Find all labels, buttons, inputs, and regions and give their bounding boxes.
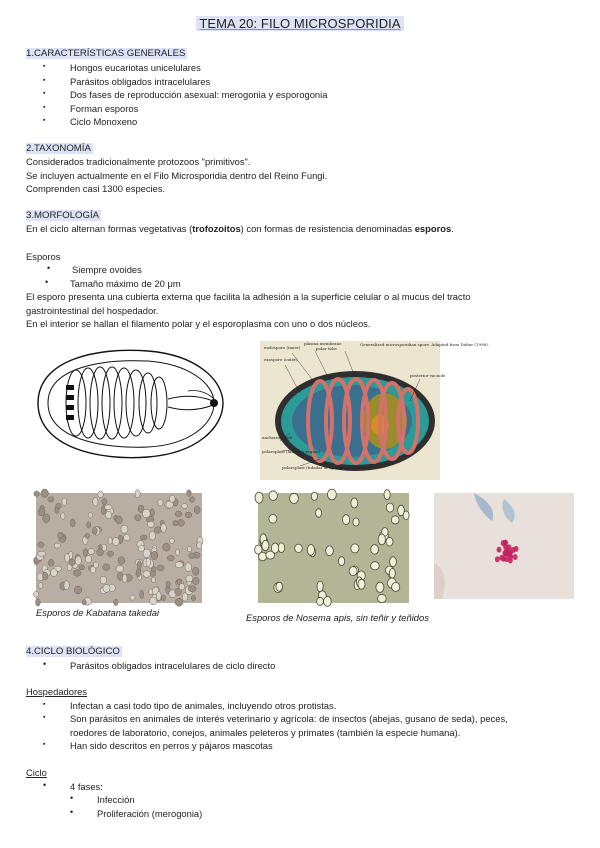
paragraph-line: En el interior se hallan el filamento polar y el esporoplasma con uno o dos núcleos. [26, 318, 371, 329]
paragraph-line: Considerados tradicionalmente protozoos "primitivos". [26, 156, 251, 167]
label-polaroplast-tubular: polaroplast (tubular or sporoplasm portion) [282, 465, 371, 470]
list-item: ▪ Hongos eucariotas unicelulares [70, 62, 201, 73]
label-anchoring-disk: anchoring disk [262, 435, 293, 440]
list-item: ▪ Parásitos obligados intracelulares [70, 76, 210, 87]
list-item: • Siempre ovoides [72, 264, 142, 275]
list-item: ▪ Forman esporos [70, 103, 138, 114]
label-endospore: endospore (inner) [264, 345, 301, 350]
list-item: • 4 fases: [70, 781, 103, 792]
list-item: ▪ Son parásitos en animales de interés veterinario y agrícola: de insectos (abejas, gusano de seda), peces, [70, 713, 508, 724]
hospedadores-label: Hospedadores [26, 686, 87, 697]
label-polar-tube: polar tube [316, 346, 337, 351]
paragraph-line: El esporo presenta una cubierta externa que facilita la adhesión a la superficie celular o al mucus del tracto [26, 291, 471, 302]
label-posterior-vacuole: posterior vacuole [410, 373, 446, 378]
label-title: Generalized microsporidian spore. Adapted from Didier (1998). [360, 342, 489, 347]
micrograph-kabatana [36, 493, 202, 603]
list-item: ▪ Dos fases de reproducción asexual: merogonia y esporogonia [70, 89, 327, 100]
spore-line-drawing [18, 341, 228, 467]
micrograph-nosema-unstained [258, 493, 409, 603]
label-polaroplast-lamellar: polaroplast (lamellar region) [262, 449, 321, 454]
sub-list-item: • Infección [97, 794, 135, 805]
sub-list-item: • Proliferación (merogonia) [97, 808, 202, 819]
list-item: ▪ Han sido descritos en perros y pájaros mascotas [70, 740, 273, 751]
label-exospore: exospore (outer) [264, 357, 298, 362]
caption-nosema: Esporos de Nosema apis, sin teñir y teñidos [246, 612, 429, 623]
heading-caracteristicas: 1.CARACTERÍSTICAS GENERALES [26, 48, 186, 59]
list-item: • Parásitos obligados intracelulares de ciclo directo [70, 660, 275, 671]
label-plasma-membrane: plasma membrane [304, 341, 342, 346]
page-title: TEMA 20: FILO MICROSPORIDIA [0, 16, 600, 31]
paragraph-line: Se incluyen actualmente en el Filo Microsporidia dentro del Reino Fungi. [26, 170, 328, 181]
list-item: ▪ Infectan a casi todo tipo de animales, incluyendo otros protistas. [70, 700, 336, 711]
spore-color-diagram [260, 341, 489, 480]
list-item: ▪ Ciclo Monoxeno [70, 116, 137, 127]
heading-ciclo-biologico: 4.CICLO BIOLÓGICO [26, 646, 120, 657]
micrograph-nosema-stained [434, 493, 574, 599]
list-item-continuation: roedores de laboratorio, conejos, animales peleteros y primates (también la especie humana). [70, 727, 461, 738]
morfologia-intro: En el ciclo alternan formas vegetativas (trofozoitos) con formas de resistencia denominadas esporos. [26, 223, 454, 234]
heading-morfologia: 3.MORFOLOGÍA [26, 210, 100, 221]
ciclo-label: Ciclo [26, 767, 47, 778]
esporos-label: Esporos [26, 251, 61, 262]
heading-taxonomia: 2.TAXONOMÍA [26, 143, 91, 154]
paragraph-line: gastrointestinal del hospedador. [26, 305, 159, 316]
paragraph-line: Comprenden casi 1300 especies. [26, 183, 166, 194]
list-item: • Tamaño máximo de 20 μm [70, 278, 181, 289]
caption-kabatana: Esporos de Kabatana takedai [36, 607, 160, 618]
